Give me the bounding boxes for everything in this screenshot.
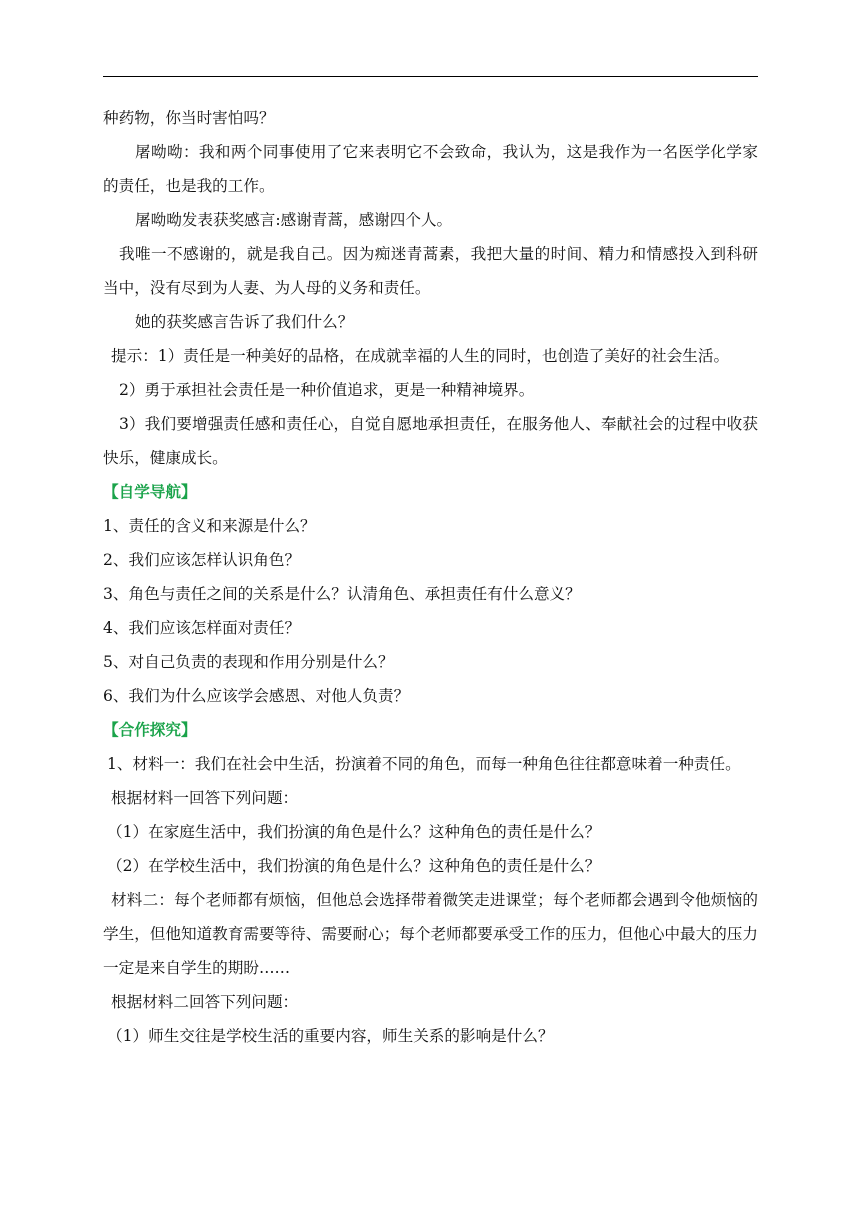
paragraph-not-thank-self: 我唯一不感谢的，就是我自己。因为痴迷青蒿素，我把大量的时间、精力和情感投入到科研当中，没有尽到为人妻、为人母的义务和责任。 bbox=[103, 245, 758, 297]
paragraph-material-one: 1、材料一：我们在社会中生活，扮演着不同的角色，而每一种角色往往都意味着一种责任。 bbox=[107, 755, 741, 773]
question-school-role: （2）在学校生活中，我们扮演的角色是什么？这种角色的责任是什么？ bbox=[107, 857, 601, 875]
document-body bbox=[103, 101, 758, 1053]
paragraph-hint-3: 3）我们要增强责任感和责任心，自觉自愿地承担责任，在服务他人、奉献社会的过程中收获快乐，健康成长。 bbox=[103, 415, 758, 467]
paragraph-acceptance-speech: 屠呦呦发表获奖感言:感谢青蒿，感谢四个人。 bbox=[135, 211, 453, 229]
list-item-self-study-6: 6、我们为什么应该学会感恩、对他人负责？ bbox=[103, 687, 410, 705]
paragraph-drug-fear: 种药物，你当时害怕吗？ bbox=[103, 109, 275, 127]
header-rule bbox=[103, 76, 758, 77]
paragraph-answer-prompt-two: 根据材料二回答下列问题： bbox=[111, 993, 299, 1011]
paragraph-material-two: 材料二：每个老师都有烦恼，但他总会选择带着微笑走进课堂；每个老师都会遇到令他烦恼的学生，但他知道教育需要等待、需要耐心；每个老师都要承受工作的压力，但他心中最大的压力一定是来自学生的期盼…… bbox=[103, 891, 758, 977]
paragraph-answer-prompt-one: 根据材料一回答下列问题： bbox=[111, 789, 299, 807]
list-item-self-study-5: 5、对自己负责的表现和作用分别是什么？ bbox=[103, 653, 394, 671]
list-item-self-study-1: 1、责任的含义和来源是什么？ bbox=[103, 517, 316, 535]
paragraph-hint-1: 提示：1）责任是一种美好的品格，在成就幸福的人生的同时，也创造了美好的社会生活。 bbox=[111, 347, 730, 365]
list-item-self-study-4: 4、我们应该怎样面对责任？ bbox=[103, 619, 301, 637]
section-heading-self-study: 【自学导航】 bbox=[103, 483, 197, 501]
question-teacher-student-relation: （1）师生交往是学校生活的重要内容，师生关系的影响是什么？ bbox=[107, 1027, 554, 1045]
paragraph-question: 她的获奖感言告诉了我们什么？ bbox=[135, 313, 354, 331]
question-family-role: （1）在家庭生活中，我们扮演的角色是什么？这种角色的责任是什么？ bbox=[107, 823, 601, 841]
list-item-self-study-3: 3、角色与责任之间的关系是什么？认清角色、承担责任有什么意义？ bbox=[103, 585, 581, 603]
section-heading-cooperation: 【合作探究】 bbox=[103, 721, 197, 739]
paragraph-tu-youyou-answer: 屠呦呦：我和两个同事使用了它来表明它不会致命，我认为，这是我作为一名医学化学家的责任，也是我的工作。 bbox=[103, 143, 758, 195]
paragraph-hint-2: 2）勇于承担社会责任是一种价值追求，更是一种精神境界。 bbox=[119, 381, 535, 399]
list-item-self-study-2: 2、我们应该怎样认识角色？ bbox=[103, 551, 301, 569]
